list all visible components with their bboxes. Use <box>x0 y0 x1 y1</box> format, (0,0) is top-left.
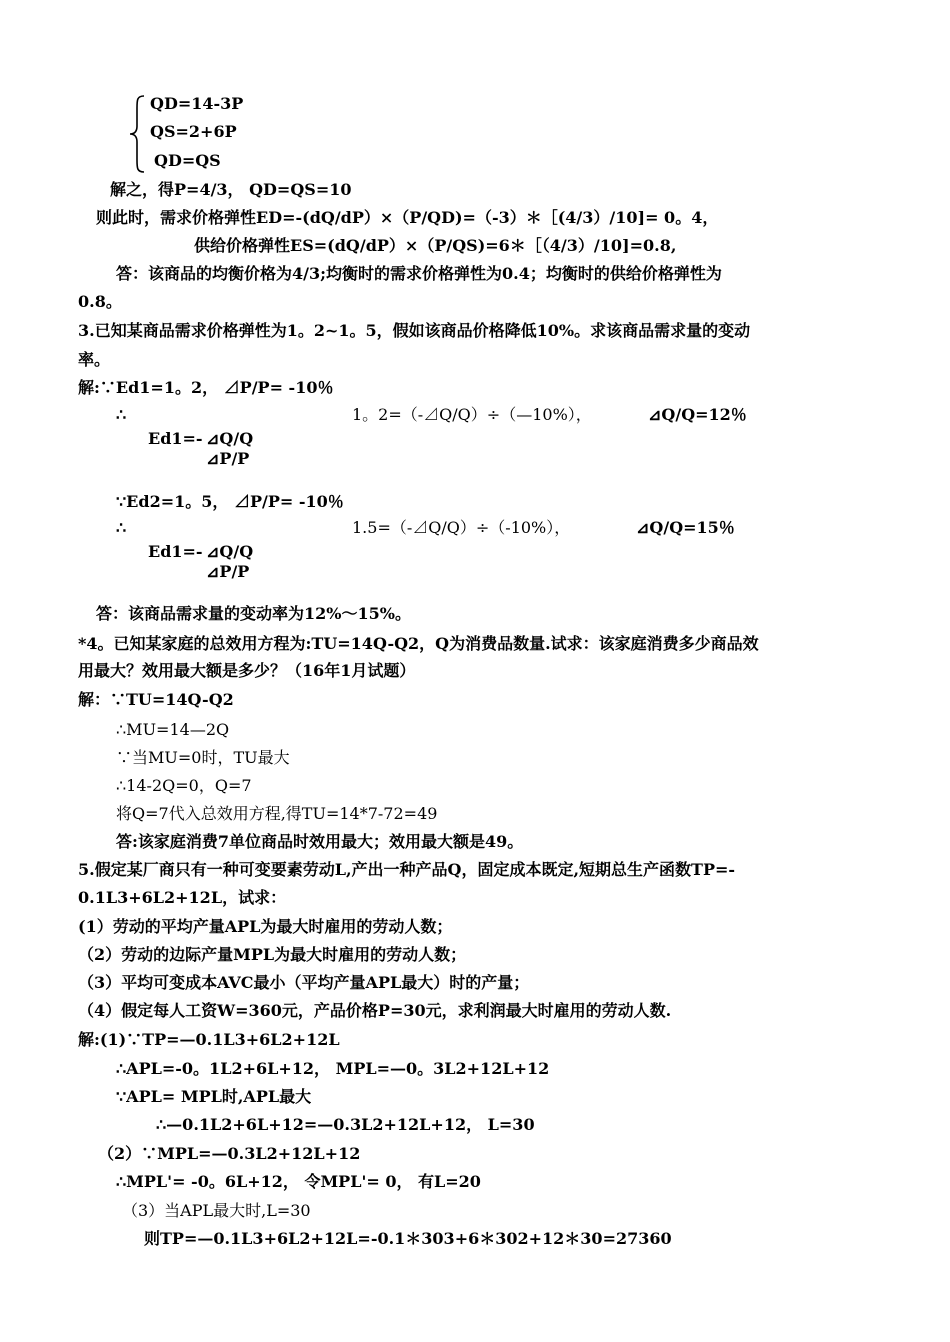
brace-icon <box>128 94 148 174</box>
q3-calc-2: 1.5=（-⊿Q/Q）÷（-10%）， <box>352 518 571 537</box>
q4-step-1: 解：∵TU=14Q-Q2 <box>78 690 234 709</box>
q5-step-1: 解:(1)∵TP=—0.1L3+6L2+12L <box>78 1030 340 1049</box>
question-4-cont: 用最大？效用最大额是多少？（16年1月试题） <box>78 661 416 680</box>
therefore-symbol: ∴ <box>116 405 127 424</box>
answer-line: 答：该商品的均衡价格为4/3;均衡时的需求价格弹性为0.4；均衡时的供给价格弹性为 <box>116 264 722 283</box>
q4-step-5: 将Q=7代入总效用方程,得TU=14*7-72=49 <box>116 804 438 823</box>
q5-step-5: （2）∵MPL=—0.3L2+12L+12 <box>98 1144 361 1163</box>
q3-given-1: 解:∵Ed1=1。2， ⊿P/P= -10％ <box>78 378 334 397</box>
q4-step-2: ∴MU=14—2Q <box>116 720 230 739</box>
demand-elasticity-line: 则此时，需求价格弹性ED=-(dQ/dP）×（P/QD)=（-3）＊［(4/3）/10]= 0。4， <box>96 208 719 227</box>
q5-part-4: （4）假定每人工资W=360元，产品价格P=30元，求利润最大时雇用的劳动人数. <box>78 1001 672 1020</box>
q4-step-4: ∴14-2Q=0，Q=7 <box>116 776 252 795</box>
q3-calc-1: 1。2=（-⊿Q/Q）÷（—10%）， <box>352 405 592 424</box>
question-3: 3.已知某商品需求价格弹性为1。2~1。5，假如该商品价格降低10%。求该商品需求量的变动 <box>78 321 751 340</box>
q5-step-3: ∵APL= MPL时,APL最大 <box>116 1087 312 1106</box>
q3-answer: 答：该商品需求量的变动率为12%～15%。 <box>96 604 411 623</box>
q5-step-8: 则TP=—0.1L3+6L2+12L=-0.1＊303+6＊302+12＊30=27360 <box>144 1229 672 1248</box>
q4-answer: 答:该家庭消费7单位商品时效用最大；效用最大额是49。 <box>116 832 524 851</box>
question-5-cont: 0.1L3+6L2+12L，试求： <box>78 888 287 907</box>
question-4: *4。已知某家庭的总效用方程为:TU=14Q-Q2，Q为消费品数量.试求：该家庭消费多少商品效 <box>78 634 759 653</box>
q5-step-7: （3）当APL最大时,L=30 <box>122 1201 311 1220</box>
equation-equilibrium: QD=QS <box>154 151 221 170</box>
answer-line-cont: 0.8。 <box>78 292 122 311</box>
q5-part-2: （2）劳动的边际产量MPL为最大时雇用的劳动人数； <box>78 945 467 964</box>
supply-elasticity-line: 供给价格弹性ES=(dQ/dP）×（P/QS)=6＊［（4/3）/10]=0.8, <box>194 236 677 255</box>
q3-given-2: ∵Ed2=1。5， ⊿P/P= -10％ <box>116 492 344 511</box>
q3-result-1: ⊿Q/Q=12％ <box>648 405 747 424</box>
elasticity-fraction-1: Ed1=- ⊿Q/Q ⊿P/P <box>148 429 254 468</box>
q5-step-6: ∴MPL'= -0。6L+12， 令MPL'= 0， 有L=20 <box>116 1172 481 1191</box>
equation-supply: QS=2+6P <box>150 122 237 141</box>
q4-step-3: ∵当MU=0时，TU最大 <box>116 748 290 767</box>
question-5: 5.假定某厂商只有一种可变要素劳动L,产出一种产品Q，固定成本既定,短期总生产函数TP=- <box>78 860 736 879</box>
question-3-cont: 率。 <box>78 350 111 369</box>
q5-step-2: ∴APL=-0。1L2+6L+12， MPL=—0。3L2+12L+12 <box>116 1059 550 1078</box>
solution-line: 解之，得P=4/3， QD=QS=10 <box>110 180 352 199</box>
q3-result-2: ⊿Q/Q=15％ <box>636 518 735 537</box>
elasticity-fraction-2: Ed1=- ⊿Q/Q ⊿P/P <box>148 542 254 581</box>
q5-part-1: (1）劳动的平均产量APL为最大时雇用的劳动人数； <box>78 917 453 936</box>
equation-demand: QD=14-3P <box>150 94 244 113</box>
therefore-symbol-2: ∴ <box>116 518 127 537</box>
q5-part-3: （3）平均可变成本AVC最小（平均产量APL最大）时的产量； <box>78 973 530 992</box>
q5-step-4: ∴—0.1L2+6L+12=—0.3L2+12L+12， L=30 <box>156 1115 535 1134</box>
